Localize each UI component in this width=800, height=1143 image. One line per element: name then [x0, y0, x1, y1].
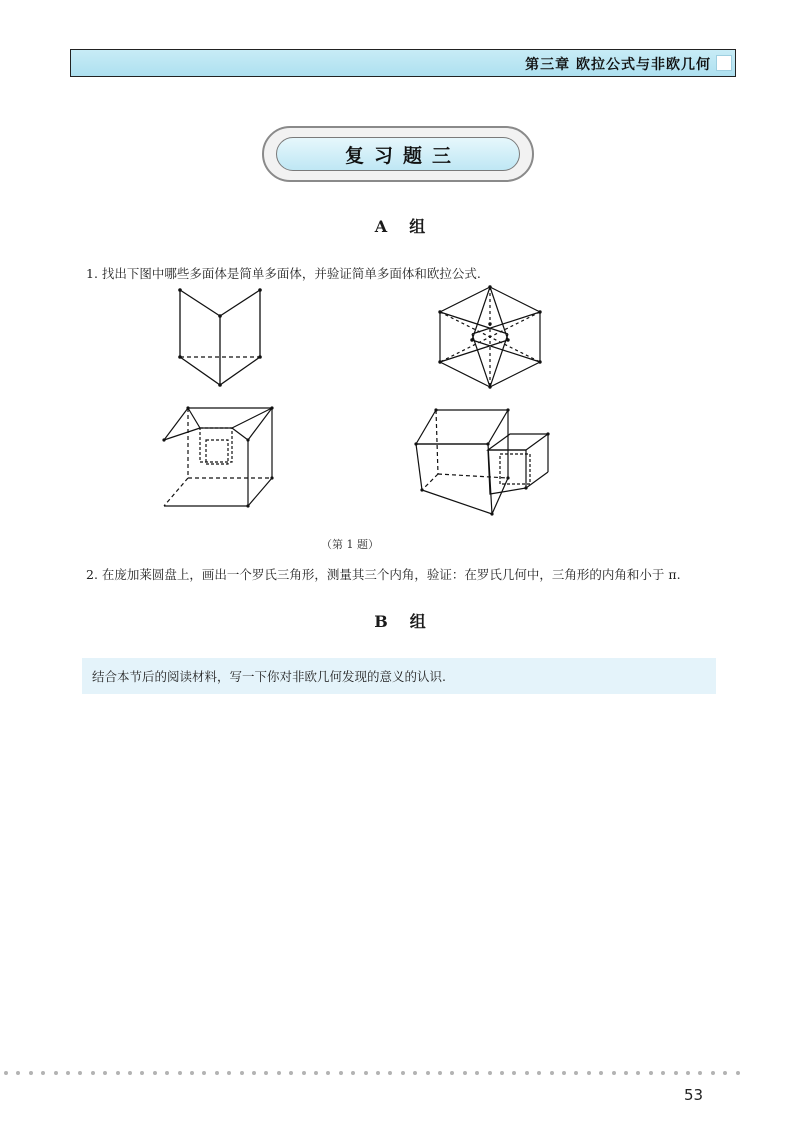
footer-dot [500, 1071, 504, 1075]
footer-dot [302, 1071, 306, 1075]
footer-dot [450, 1071, 454, 1075]
group-b-heading [0, 609, 800, 632]
footer-dot [612, 1071, 616, 1075]
footer-dot [686, 1071, 690, 1075]
group-a-letter: A [374, 217, 388, 236]
footer-dot [140, 1071, 144, 1075]
footer-dot [252, 1071, 256, 1075]
footer-dot [215, 1071, 219, 1075]
footer-dot [16, 1071, 20, 1075]
polyhedron-figure-4 [412, 404, 552, 516]
footer-dot [178, 1071, 182, 1075]
footer-dot [376, 1071, 380, 1075]
section-title: 复习题三 [344, 144, 461, 167]
polyhedron-figure-1 [170, 282, 270, 392]
polyhedron-figure-3 [160, 402, 280, 510]
footer-dot [661, 1071, 665, 1075]
footer-dot [364, 1071, 368, 1075]
footer-dotted-rule [4, 1071, 749, 1077]
figure-caption: （第 1 题） [321, 538, 379, 551]
footer-dot [475, 1071, 479, 1075]
footer-dot [438, 1071, 442, 1075]
group-b-word: 组 [409, 612, 426, 631]
footer-dot [314, 1071, 318, 1075]
footer-dot [277, 1071, 281, 1075]
footer-dot [388, 1071, 392, 1075]
footer-dot [29, 1071, 33, 1075]
footer-dot [574, 1071, 578, 1075]
footer-dot [736, 1071, 740, 1075]
footer-dot [562, 1071, 566, 1075]
footer-dot [41, 1071, 45, 1075]
footer-dot [488, 1071, 492, 1075]
group-a-heading [0, 214, 800, 237]
footer-dot [401, 1071, 405, 1075]
header-corner-square [716, 55, 732, 71]
footer-dot [525, 1071, 529, 1075]
footer-dot [66, 1071, 70, 1075]
footer-dot [91, 1071, 95, 1075]
footer-dot [463, 1071, 467, 1075]
footer-dot [711, 1071, 715, 1075]
footer-dot [227, 1071, 231, 1075]
footer-dot [698, 1071, 702, 1075]
footer-dot [190, 1071, 194, 1075]
footer-dot [116, 1071, 120, 1075]
footer-dot [339, 1071, 343, 1075]
footer-dot [413, 1071, 417, 1075]
footer-dot [202, 1071, 206, 1075]
footer-dot [636, 1071, 640, 1075]
group-a-word: 组 [409, 217, 426, 236]
page-number: 53 [684, 1086, 704, 1104]
footer-dot [165, 1071, 169, 1075]
footer-dot [624, 1071, 628, 1075]
footer-dot [550, 1071, 554, 1075]
footer-dot [153, 1071, 157, 1075]
footer-dot [103, 1071, 107, 1075]
footer-dot [426, 1071, 430, 1075]
group-b-question-box [82, 658, 716, 694]
section-title-inner [276, 137, 520, 171]
footer-dot [512, 1071, 516, 1075]
footer-dot [674, 1071, 678, 1075]
question-1: 1. 找出下图中哪些多面体是简单多面体，并验证简单多面体和欧拉公式. [86, 266, 481, 281]
footer-dot [537, 1071, 541, 1075]
footer-dot [587, 1071, 591, 1075]
footer-dot [351, 1071, 355, 1075]
footer-dot [240, 1071, 244, 1075]
section-title-badge [262, 126, 534, 182]
footer-dot [599, 1071, 603, 1075]
group-b-question: 结合本节后的阅读材料，写一下你对非欧几何发现的意义的认识. [92, 669, 446, 684]
footer-dot [289, 1071, 293, 1075]
chapter-title: 第三章 欧拉公式与非欧几何 [525, 57, 711, 73]
footer-dot [649, 1071, 653, 1075]
group-b-letter: B [374, 612, 388, 631]
footer-dot [264, 1071, 268, 1075]
footer-dot [326, 1071, 330, 1075]
footer-dot [78, 1071, 82, 1075]
footer-dot [54, 1071, 58, 1075]
footer-dot [128, 1071, 132, 1075]
chapter-header-bar [70, 49, 736, 77]
footer-dot [4, 1071, 8, 1075]
footer-dot [723, 1071, 727, 1075]
question-2: 2. 在庞加莱圆盘上，画出一个罗氏三角形，测量其三个内角，验证：在罗氏几何中，三角形的内角和小于 π. [86, 567, 681, 582]
polyhedron-figure-2 [430, 284, 550, 390]
